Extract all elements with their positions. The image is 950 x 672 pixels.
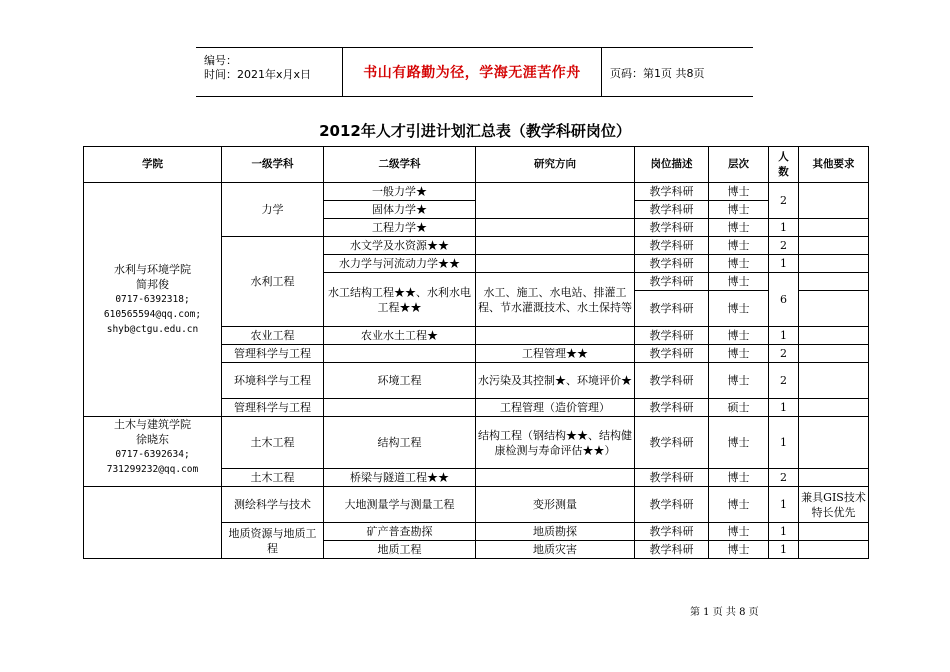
post: 教学科研	[635, 273, 709, 291]
second-discipline: 结构工程	[324, 417, 476, 469]
second-discipline: 农业水土工程★	[324, 327, 476, 345]
table-row	[84, 487, 869, 523]
level: 博士	[709, 219, 769, 237]
second-discipline: 环境工程	[324, 363, 476, 399]
level: 博士	[709, 237, 769, 255]
other-requirement	[799, 345, 869, 363]
count: 1	[769, 541, 799, 559]
level: 博士	[709, 363, 769, 399]
second-discipline: 工程力学★	[324, 219, 476, 237]
first-discipline: 土木工程	[222, 469, 324, 487]
level: 博士	[709, 345, 769, 363]
motto: 书山有路勤为径，学海无涯苦作舟	[342, 48, 602, 96]
post: 教学科研	[635, 327, 709, 345]
header-count-line2: 数	[778, 165, 789, 178]
college-contact: 简邦俊	[136, 278, 169, 291]
post: 教学科研	[635, 255, 709, 273]
document-title: 2012年人才引进计划汇总表（教学科研岗位）	[319, 122, 631, 140]
other-requirement	[799, 417, 869, 469]
post: 教学科研	[635, 183, 709, 201]
college-email: shyb@ctgu.edu.cn	[106, 324, 199, 335]
post: 教学科研	[635, 363, 709, 399]
post: 教学科研	[635, 523, 709, 541]
level: 博士	[709, 273, 769, 291]
research-direction	[476, 255, 635, 273]
level: 博士	[709, 327, 769, 345]
count: 1	[769, 399, 799, 417]
level: 博士	[709, 523, 769, 541]
level: 博士	[709, 201, 769, 219]
college-email: 610565594@qq.com;	[103, 309, 202, 320]
second-discipline: 地质工程	[324, 541, 476, 559]
page-code: 页码：第1页 共8页	[610, 67, 705, 80]
level: 博士	[709, 291, 769, 327]
research-direction	[476, 327, 635, 345]
level: 博士	[709, 487, 769, 523]
college-phone: 0717-6392318;	[115, 294, 190, 305]
level: 博士	[709, 255, 769, 273]
second-discipline: 固体力学★	[324, 201, 476, 219]
college-cell-civil	[84, 417, 222, 487]
other-requirement	[799, 219, 869, 237]
other-requirement	[799, 523, 869, 541]
header-first-discipline: 一级学科	[222, 147, 324, 183]
research-direction: 工程管理（造价管理）	[476, 399, 635, 417]
count: 2	[769, 237, 799, 255]
second-discipline: 桥梁与隧道工程★★	[324, 469, 476, 487]
header-count	[769, 147, 799, 183]
first-discipline: 环境科学与工程	[222, 363, 324, 399]
research-direction: 水工、施工、水电站、排灌工程、节水灌溉技术、水土保持等	[476, 273, 635, 327]
recruitment-table	[83, 146, 869, 559]
count: 1	[769, 327, 799, 345]
other-requirement	[799, 291, 869, 327]
second-discipline	[324, 399, 476, 417]
college-phone: 0717-6392634;	[115, 449, 190, 460]
table-row	[84, 183, 869, 201]
post: 教学科研	[635, 345, 709, 363]
table-row	[84, 417, 869, 469]
research-direction: 工程管理★★	[476, 345, 635, 363]
other-requirement	[799, 327, 869, 345]
college-cell-water	[84, 183, 222, 417]
other-requirement	[799, 541, 869, 559]
post: 教学科研	[635, 399, 709, 417]
first-discipline: 管理科学与工程	[222, 345, 324, 363]
second-discipline: 水工结构工程★★、水利水电工程★★	[324, 273, 476, 327]
second-discipline: 一般力学★	[324, 183, 476, 201]
number-label: 编号：	[204, 54, 237, 67]
header-count-line1: 人	[778, 150, 789, 163]
second-discipline	[324, 345, 476, 363]
first-discipline: 农业工程	[222, 327, 324, 345]
research-direction: 地质勘探	[476, 523, 635, 541]
research-direction	[476, 237, 635, 255]
header-level: 层次	[709, 147, 769, 183]
level: 博士	[709, 541, 769, 559]
post: 教学科研	[635, 541, 709, 559]
count: 1	[769, 523, 799, 541]
level: 博士	[709, 183, 769, 201]
count: 2	[769, 363, 799, 399]
other-requirement	[799, 469, 869, 487]
research-direction	[476, 183, 635, 219]
post: 教学科研	[635, 219, 709, 237]
research-direction	[476, 469, 635, 487]
second-discipline: 水力学与河流动力学★★	[324, 255, 476, 273]
post: 教学科研	[635, 469, 709, 487]
level: 硕士	[709, 399, 769, 417]
research-direction: 地质灾害	[476, 541, 635, 559]
college-contact: 徐晓东	[136, 433, 169, 446]
post: 教学科研	[635, 201, 709, 219]
time-label: 时间：2021年x月x日	[204, 68, 312, 81]
count: 2	[769, 469, 799, 487]
first-discipline: 水利工程	[222, 237, 324, 327]
count: 1	[769, 487, 799, 523]
count: 1	[769, 255, 799, 273]
post: 教学科研	[635, 291, 709, 327]
college-cell-empty	[84, 487, 222, 559]
post: 教学科研	[635, 417, 709, 469]
first-discipline: 力学	[222, 183, 324, 237]
college-name: 土木与建筑学院	[114, 418, 191, 431]
other-requirement	[799, 363, 869, 399]
college-name: 水利与环境学院	[114, 263, 191, 276]
post: 教学科研	[635, 487, 709, 523]
second-discipline: 水文学及水资源★★	[324, 237, 476, 255]
header-second-discipline: 二级学科	[324, 147, 476, 183]
count: 6	[769, 273, 799, 327]
second-discipline: 大地测量学与测量工程	[324, 487, 476, 523]
first-discipline: 土木工程	[222, 417, 324, 469]
research-direction: 水污染及其控制★、环境评价★	[476, 363, 635, 399]
first-discipline: 管理科学与工程	[222, 399, 324, 417]
first-discipline: 测绘科学与技术	[222, 487, 324, 523]
other-requirement	[799, 183, 869, 219]
other-requirement: 兼具GIS技术特长优先	[799, 487, 869, 523]
page-header	[196, 47, 753, 97]
count: 2	[769, 183, 799, 219]
second-discipline: 矿产普查勘探	[324, 523, 476, 541]
other-requirement	[799, 273, 869, 291]
level: 博士	[709, 469, 769, 487]
other-requirement	[799, 255, 869, 273]
header-left	[204, 54, 311, 82]
research-direction: 结构工程（钢结构★★、结构健康检测与寿命评估★★）	[476, 417, 635, 469]
college-email: 731299232@qq.com	[106, 464, 199, 475]
first-discipline: 地质资源与地质工程	[222, 523, 324, 559]
research-direction: 变形测量	[476, 487, 635, 523]
header-post: 岗位描述	[635, 147, 709, 183]
other-requirement	[799, 399, 869, 417]
count: 1	[769, 417, 799, 469]
count: 2	[769, 345, 799, 363]
header-other: 其他要求	[799, 147, 869, 183]
post: 教学科研	[635, 237, 709, 255]
research-direction	[476, 219, 635, 237]
table-header-row	[84, 147, 869, 183]
header-college: 学院	[84, 147, 222, 183]
page-footer: 第 1 页 共 8 页	[690, 607, 759, 618]
count: 1	[769, 219, 799, 237]
header-research-direction: 研究方向	[476, 147, 635, 183]
other-requirement	[799, 237, 869, 255]
level: 博士	[709, 417, 769, 469]
